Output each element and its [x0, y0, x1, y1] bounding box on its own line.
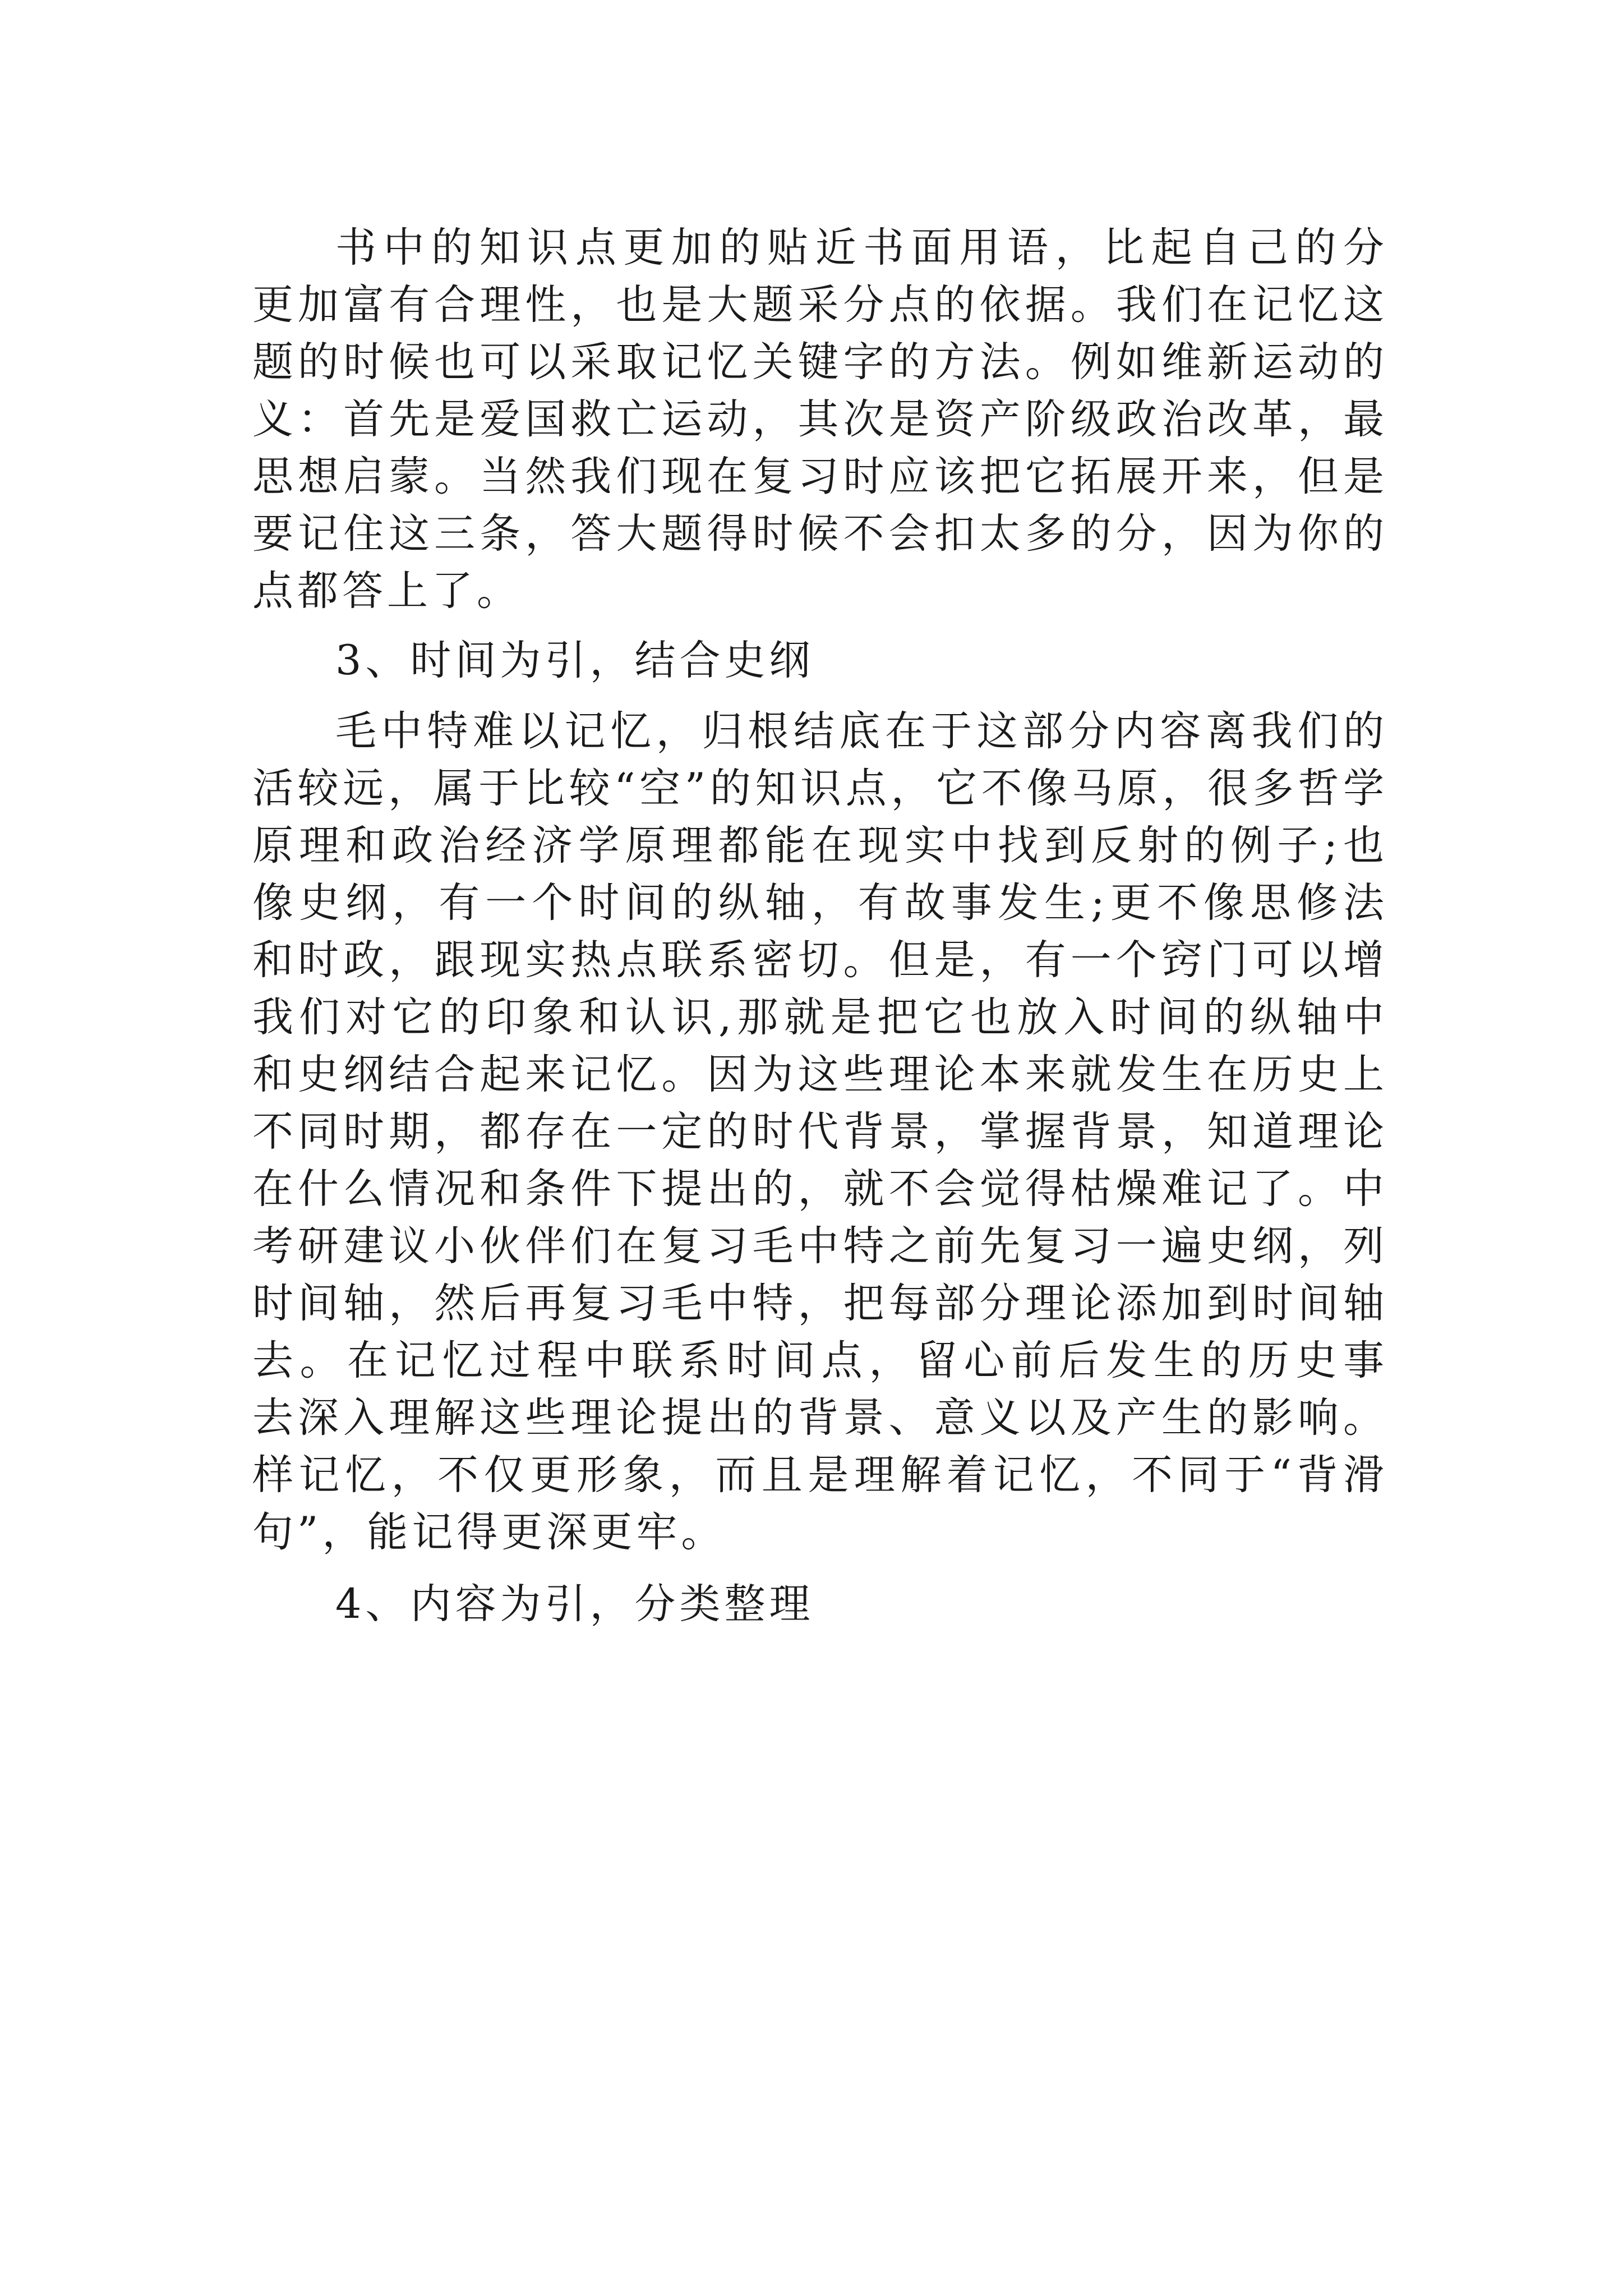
paragraph-line: 在什么情况和条件下提出的，就不会觉得枯燥难记了。中 — [252, 1165, 1388, 1213]
paragraph-line: 要记住这三条，答大题得时候不会扣太多的分，因为你的 — [252, 510, 1388, 558]
paragraph-line: 去。在记忆过程中联系时间点，留心前后发生的历史事 — [252, 1337, 1388, 1384]
section-heading: 3、时间为引，结合史纲 — [335, 637, 814, 684]
paragraph-line: 像史纲，有一个时间的纵轴，有故事发生;更不像思修法 — [252, 879, 1388, 927]
paragraph-line: 句”，能记得更深更牢。 — [252, 1508, 726, 1556]
paragraph-line: 思想启蒙。当然我们现在复习时应该把它拓展开来，但是 — [252, 453, 1388, 500]
paragraph-line: 考研建议小伙伴们在复习毛中特之前先复习一遍史纲，列 — [252, 1222, 1388, 1270]
paragraph-line: 时间轴，然后再复习毛中特，把每部分理论添加到时间轴 — [252, 1280, 1388, 1327]
paragraph-line: 不同时期，都存在一定的时代背景，掌握背景，知道理论 — [252, 1108, 1388, 1156]
paragraph-line: 毛中特难以记忆，归根结底在于这部分内容离我们的 — [335, 707, 1388, 755]
paragraph-line: 去深入理解这些理论提出的背景、意义以及产生的影响。 — [252, 1394, 1388, 1442]
section-heading: 4、内容为引，分类整理 — [335, 1580, 814, 1628]
paragraph-line: 题的时候也可以采取记忆关键字的方法。例如维新运动的 — [252, 338, 1388, 386]
paragraph-line: 义：首先是爱国救亡运动，其次是资产阶级政治改革，最 — [252, 395, 1388, 443]
paragraph-line: 和时政，跟现实热点联系密切。但是，有一个窍门可以增 — [252, 936, 1388, 984]
paragraph-line: 我们对它的印象和认识,那就是把它也放入时间的纵轴中 — [252, 993, 1388, 1041]
paragraph-line: 点都答上了。 — [252, 567, 522, 615]
paragraph-line: 活较远，属于比较“空”的知识点，它不像马原，很多哲学 — [252, 765, 1388, 812]
paragraph-line: 和史纲结合起来记忆。因为这些理论本来就发生在历史上 — [252, 1051, 1388, 1098]
paragraph-line: 原理和政治经济学原理都能在现实中找到反射的例子;也 — [252, 822, 1388, 869]
paragraph-line: 样记忆，不仅更形象，而且是理解着记忆，不同于“背滑 — [252, 1451, 1388, 1499]
paragraph-line: 书中的知识点更加的贴近书面用语，比起自己的分 — [335, 224, 1388, 272]
paragraph-line: 更加富有合理性，也是大题采分点的依据。我们在记忆这 — [252, 281, 1388, 329]
